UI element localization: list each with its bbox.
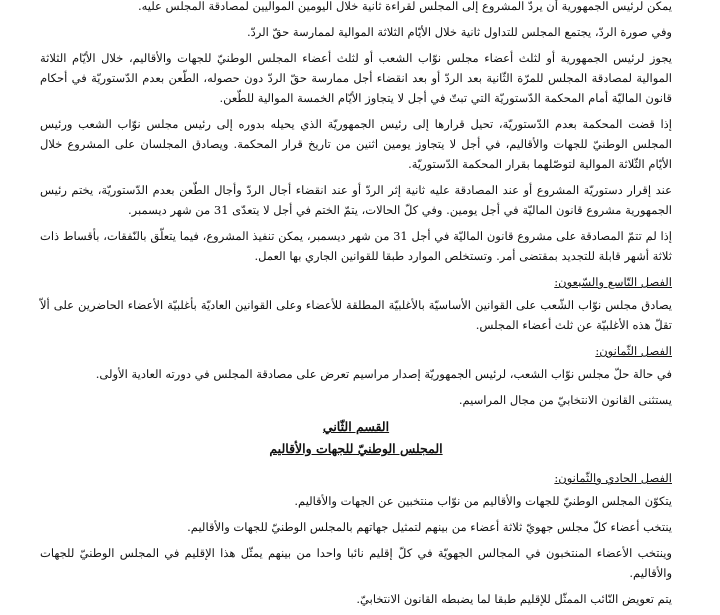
chapter-heading-80: الفصل الثّمانون: xyxy=(595,344,672,358)
paragraph: ينتخب أعضاء كلّ مجلس جهويّ ثلاثة أعضاء من بينهم لتمثيل جهاتهم بالمجلس الوطنيّ للجهات والأقاليم. xyxy=(187,520,672,534)
section-title: القسم الثّاني xyxy=(322,419,390,434)
paragraph: يتم تعويض النّائب الممثّل للإقليم طبقا لما يضبطه القانون الانتخابيّ. xyxy=(356,592,672,606)
document-page xyxy=(40,0,672,615)
paragraph: يمكن لرئيس الجمهورية أن يردّ المشروع إلى المجلس لقراءة ثانية خلال اليومين المواليين لمصادقة المجلس عليه. xyxy=(137,0,672,13)
paragraph: يصادق مجلس نوّاب الشّعب على القوانين الأساسيّة بالأغلبيّة المطلقة للأعضاء وعلى القوانين العاديّة بأغلبيّة الأعضاء الحاضرين على ألاّ تقلّ هذه الأغلبيّة عن ثلث أعضاء المجلس. xyxy=(40,298,672,332)
paragraph: يتكوّن المجلس الوطنيّ للجهات والأقاليم من نوّاب منتخبين عن الجهات والأقاليم. xyxy=(294,494,672,508)
paragraph: عند إقرار دستوريّة المشروع أو عند المصادقة عليه ثانية إثر الردّ أو عند انقضاء أجال الردّ وأجال الطّعن بعدم الدّستوريّة، يختم رئيس الجمهورية مشروع قانون الماليّة في أجل يومين. وفي كلّ الحالات، يتمّ الختم في أجل لا يتعدّى 31 من شهر ديسمبر. xyxy=(40,183,672,217)
paragraph: وينتخب الأعضاء المنتخبون في المجالس الجهويّة في كلّ إقليم نائبا واحدا من بينهم يمثّل هذا الإقليم في المجلس الوطنيّ للجهات والأقاليم. xyxy=(40,546,672,580)
paragraph: يستثنى القانون الانتخابيّ من مجال المراسيم. xyxy=(458,393,672,407)
chapter-heading-81: الفصل الحادي والثّمانون: xyxy=(554,471,672,485)
paragraph: في حالة حلّ مجلس نوّاب الشعب، لرئيس الجمهوريّة إصدار مراسيم تعرض على مصادقة المجلس في دورته العادية الأولى. xyxy=(95,367,672,381)
paragraph: إذا قضت المحكمة بعدم الدّستوريّة، تحيل قرارها إلى رئيس الجمهوريّة الذي يحيله بدوره إلى رئيس مجلس نوّاب الشعب ورئيس المجلس الوطنيّ للجهات والأقاليم، في أجل لا يتجاوز يومين اثنين من تاريخ قرار المحكمة. ويصادق المجلسان على المشروع خلال الأيّام الثّلاثة الموالية لتوصّلهما بقرار المحكمة الدّستوريّة. xyxy=(40,117,672,171)
section-subtitle: المجلس الوطنيّ للجهات والأقاليم xyxy=(269,441,443,456)
paragraph: يجوز لرئيس الجمهورية أو لثلث أعضاء مجلس نوّاب الشعب أو لثلث أعضاء المجلس الوطنيّ للجهات والأقاليم، خلال الأيّام الثلاثة الموالية لمصادقة المجلس للمرّة الثّانية بعد الردّ أو بعد انقضاء أجل ممارسة حقّ الردّ دون حصوله، الطّعن بعدم الدّستوريّة في أحكام قانون الماليّة أمام المحكمة الدّستوريّة التي تبتّ في أجل لا يتجاوز الأيّام الخمسة الموالية للطّعن. xyxy=(40,51,672,105)
paragraph: إذا لم تتمّ المصادقة على مشروع قانون الماليّة في أجل 31 من شهر ديسمبر، يمكن تنفيذ المشروع، فيما يتعلّق بالنّفقات، بأقساط ذات ثلاثة أشهر قابلة للتجديد بمقتضى أمر. وتستخلص الموارد طبقا للقوانين الجاري بها العمل. xyxy=(40,229,672,263)
paragraph: وفي صورة الردّ، يجتمع المجلس للتداول ثانية خلال الأيّام الثلاثة الموالية لممارسة حقّ الردّ. xyxy=(247,25,672,39)
chapter-heading-79: الفصل التّاسع والسّبعون: xyxy=(554,275,672,289)
